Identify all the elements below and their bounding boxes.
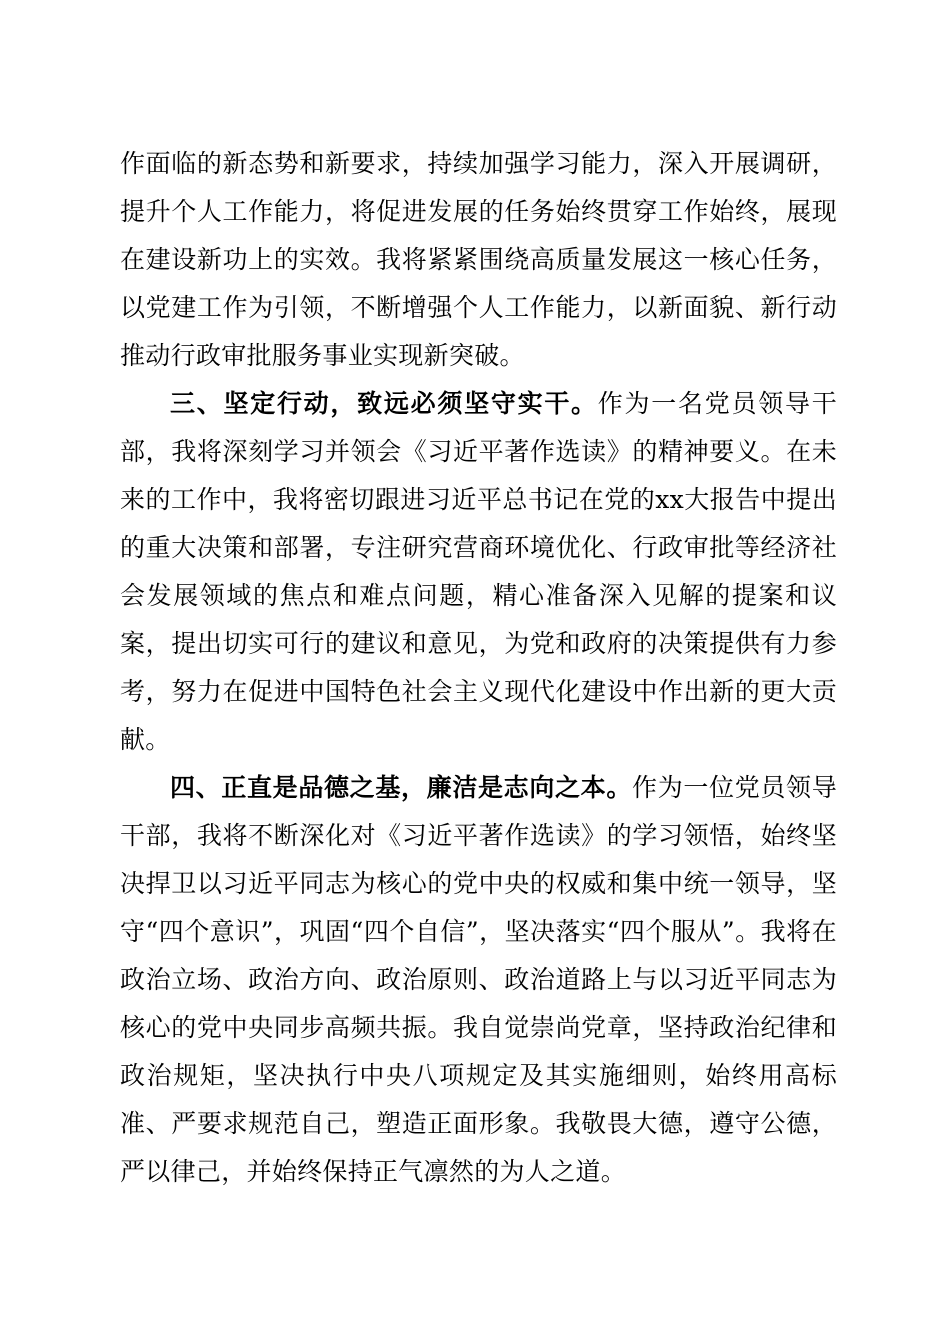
paragraph-section-4 xyxy=(120,764,837,1196)
section-heading: 三、坚定行动，致远必须坚守实干。 xyxy=(170,389,598,418)
section-heading: 四、正直是品德之基，廉洁是志向之本。 xyxy=(170,773,633,802)
paragraph-body: 作为一名党员领导干部，我将深刻学习并领会《习近平著作选读》的精神要义。在未来的工作中，我将密切跟进习近平总书记在党的xx大报告中提出的重大决策和部署，专注研究营商环境优化、行政审批等经济社会发展领域的焦点和难点问题，精心准备深入见解的提案和议案，提出切实可行的建议和意见，为党和政府的决策提供有力参考，努力在促进中国特色社会主义现代化建设中作出新的更大贡献。 xyxy=(120,389,837,754)
document-page xyxy=(120,140,837,1196)
paragraph-body: 作面临的新态势和新要求，持续加强学习能力，深入开展调研，提升个人工作能力，将促进发展的任务始终贯穿工作始终，展现在建设新功上的实效。我将紧紧围绕高质量发展这一核心任务，以党建工作为引领，不断增强个人工作能力，以新面貌、新行动推动行政审批服务事业实现新突破。 xyxy=(120,149,837,370)
paragraph-section-3 xyxy=(120,380,837,764)
paragraph-body: 作为一位党员领导干部，我将不断深化对《习近平著作选读》的学习领悟，始终坚决捍卫以习近平同志为核心的党中央的权威和集中统一领导，坚守“四个意识”，巩固“四个自信”，坚决落实“四个服从”。我将在政治立场、政治方向、政治原则、政治道路上与以习近平同志为核心的党中央同步高频共振。我自觉崇尚党章，坚持政治纪律和政治规矩，坚决执行中央八项规定及其实施细则，始终用高标准、严要求规范自己，塑造正面形象。我敬畏大德，遵守公德，严以律己，并始终保持正气凛然的为人之道。 xyxy=(120,773,838,1186)
paragraph-continuation xyxy=(120,140,837,380)
